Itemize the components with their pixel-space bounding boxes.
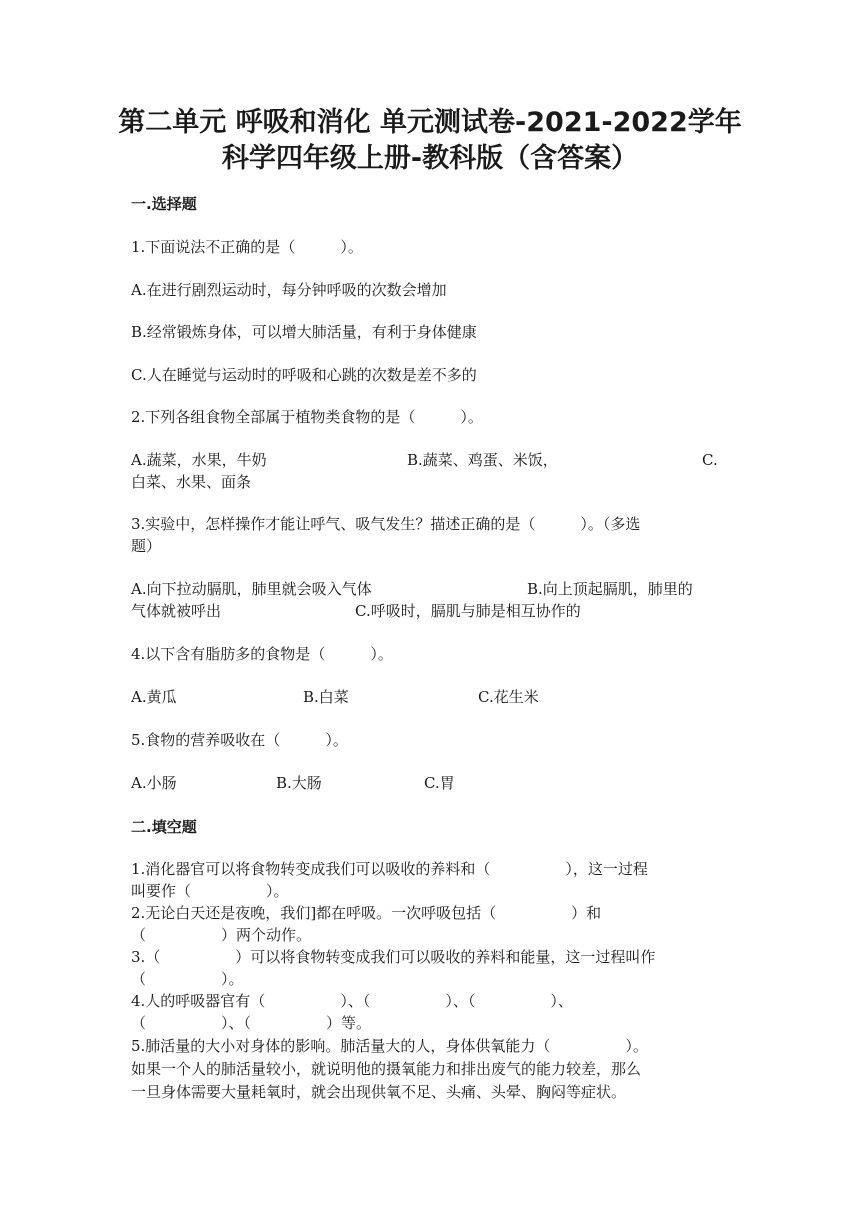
fill-line: （ ）、（ ）等。 xyxy=(131,1014,372,1032)
fill-line: 3.（ ）可以将食物转变成我们可以吸收的养料和能量，这一过程叫作 xyxy=(131,948,656,966)
question-3-stem-line2: 题） xyxy=(131,537,162,555)
question-3-option-b-part2: 气体就被呼出 xyxy=(131,602,222,620)
question-2-option-a: A.蔬菜，水果，牛奶 xyxy=(131,451,267,469)
question-3-option-c: C.呼吸时，膈肌与肺是相互协作的 xyxy=(355,602,581,620)
fill-line: 1.消化器官可以将食物转变成我们可以吸收的养料和（ ），这一过程 xyxy=(131,860,648,878)
question-4-option-a: A.黄瓜 xyxy=(131,688,177,706)
question-4-option-c: C.花生米 xyxy=(478,688,539,706)
fill-line: 5.肺活量的大小对身体的影响。肺活量大的人，身体供氧能力（ ）。 xyxy=(131,1037,648,1055)
question-3-option-a: A.向下拉动膈肌，肺里就会吸入气体 xyxy=(131,580,372,598)
question-1-option-b: B.经常锻炼身体，可以增大肺活量，有利于身体健康 xyxy=(131,323,477,341)
fill-line: 一旦身体需要大量耗氧时，就会出现供氧不足、头痛、头晕、胸闷等症状。 xyxy=(131,1083,627,1101)
question-2-option-b: B.蔬菜、鸡蛋、米饭， xyxy=(407,451,558,469)
fill-line: 叫要作（ ）。 xyxy=(131,882,289,900)
question-5-option-c: C.胃 xyxy=(424,774,455,792)
page-title-line1: 第二单元 呼吸和消化 单元测试卷-2021-2022学年 xyxy=(118,107,742,138)
fill-line: 2.无论白天还是夜晚，我们]都在呼吸。一次呼吸包括（ ）和 xyxy=(131,904,602,922)
fill-line: （ ）两个动作。 xyxy=(131,926,312,944)
question-2-stem: 2.下列各组食物全部属于植物类食物的是（ ）。 xyxy=(131,408,483,426)
question-5-option-a: A.小肠 xyxy=(131,774,177,792)
question-5-stem: 5.食物的营养吸收在（ ）。 xyxy=(131,731,348,749)
section-heading-fill-blank: 二.填空题 xyxy=(131,818,197,836)
section-heading-choice: 一.选择题 xyxy=(131,195,197,213)
question-2-option-c-text: 白菜、水果、面条 xyxy=(131,473,252,491)
question-4-option-b: B.白菜 xyxy=(303,688,349,706)
fill-line: 如果一个人的肺活量较小，就说明他的摄氧能力和排出废气的能力较差，那么 xyxy=(131,1060,642,1078)
question-5-option-b: B.大肠 xyxy=(276,774,322,792)
question-4-stem: 4.以下含有脂肪多的食物是（ ）。 xyxy=(131,645,393,663)
question-1-option-a: A.在进行剧烈运动时，每分钟呼吸的次数会增加 xyxy=(131,281,447,299)
page-title-line2: 科学四年级上册-教科版（含答案） xyxy=(221,143,639,174)
question-3-option-b-part1: B.向上顶起膈肌，肺里的 xyxy=(527,580,693,598)
fill-line: （ ）。 xyxy=(131,970,244,988)
question-1-stem: 1.下面说法不正确的是（ ）。 xyxy=(131,238,363,256)
fill-line: 4.人的呼吸器官有（ ）、（ ）、（ ）、 xyxy=(131,992,573,1010)
question-2-option-c-label: C. xyxy=(702,451,718,469)
question-3-stem-line1: 3.实验中，怎样操作才能让呼气、吸气发生？描述正确的是（ ）。（多选 xyxy=(131,515,641,533)
question-1-option-c: C.人在睡觉与运动时的呼吸和心跳的次数是差不多的 xyxy=(131,366,477,384)
